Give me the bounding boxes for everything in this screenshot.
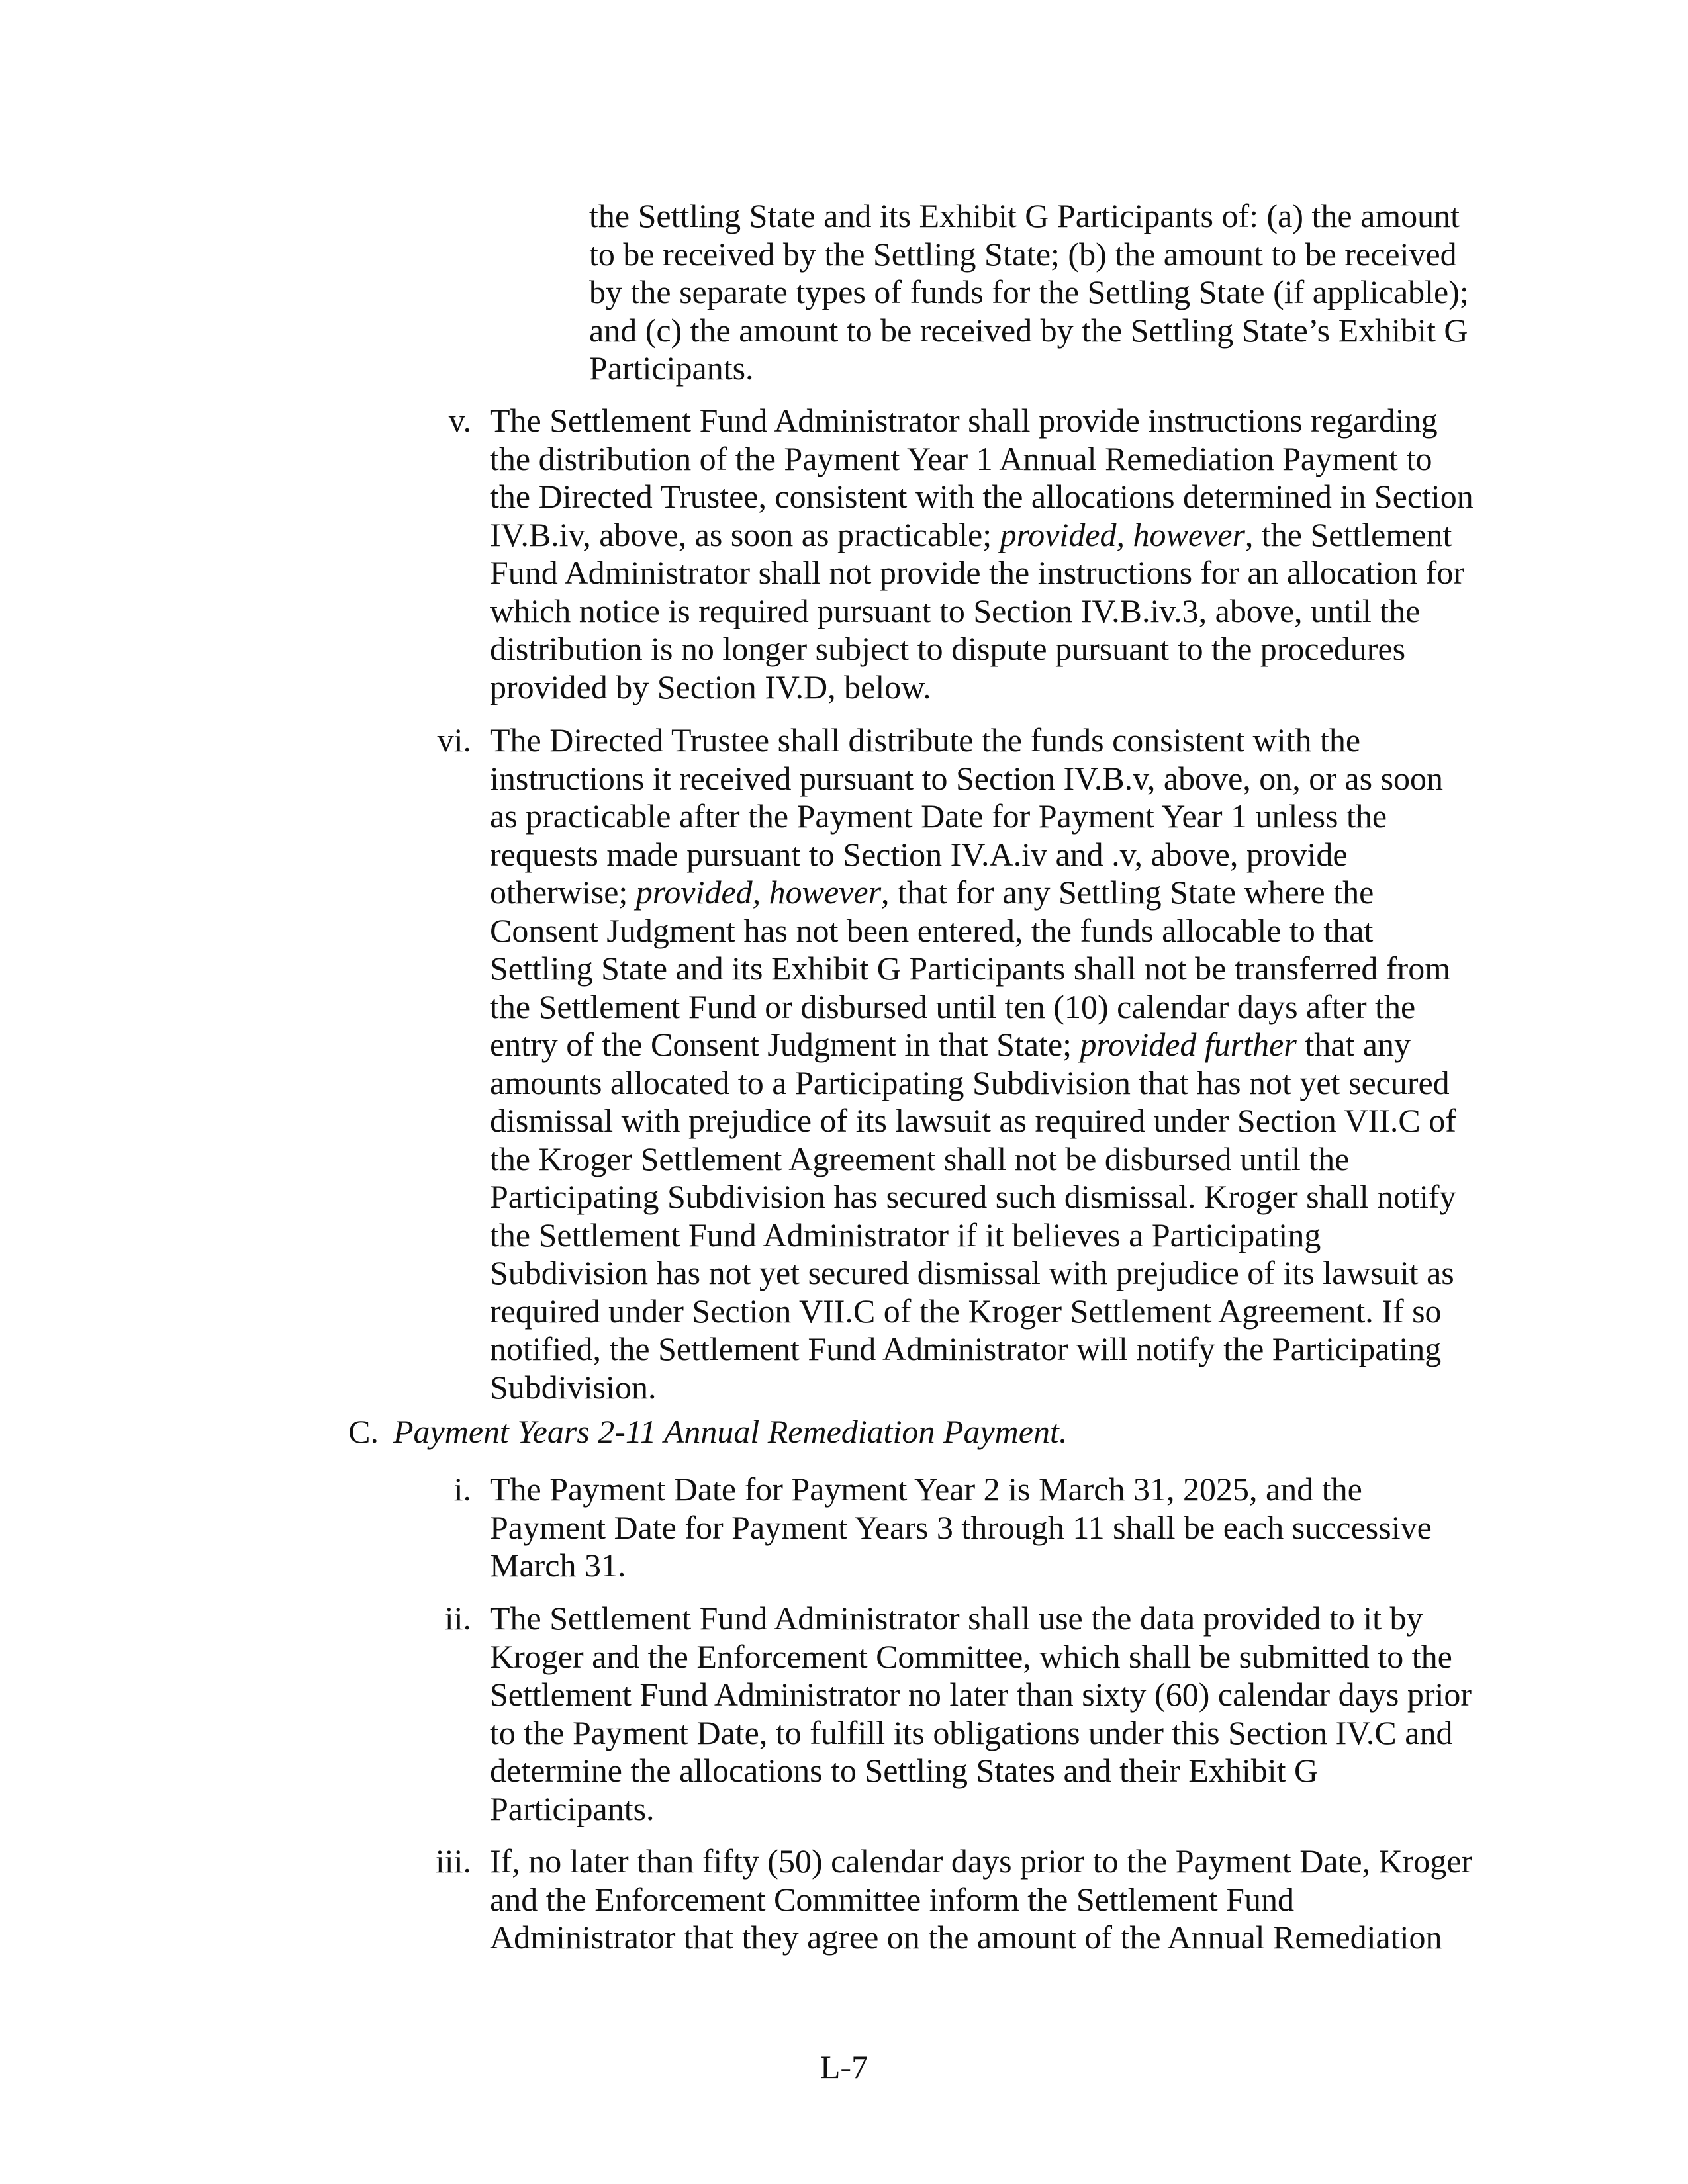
item-vi-text-part2: , that for any Settling State where the Consent Judgment has not been entered, the funds allocable to that Settling State and its Exhibit G Participants shall not be transferred from the Settlement Fund or disbursed until ten (10) calendar days after the entry of the Consent Judgment in that State; — [490, 874, 1451, 1063]
item-c-ii — [444, 1600, 1496, 1828]
item-c-i-text: The Payment Date for Payment Year 2 is March 31, 2025, and the Payment Date for Payment Years 3 through 11 shall be each successive March 31. — [490, 1471, 1432, 1584]
item-vi-emphasis-1: provided, however — [635, 874, 882, 911]
item-c-ii-text: The Settlement Fund Administrator shall use the data provided to it by Kroger and the Enforcement Committee, which shall be submitted to the Settlement Fund Administrator no later than sixty (60) calendar days prior to the Payment Date, to fulfill its obligations under this Section IV.C and determine the allocations to Settling States and their Exhibit G Participants. — [490, 1600, 1472, 1827]
item-vi-text-part1: The Directed Trustee shall distribute the funds consistent with the instructions it received pursuant to Section IV.B.v, above, on, or as soon as practicable after the Payment Date for Payment Year 1 unless the requests made pursuant to Section IV.A.iv and .v, above, provide otherwise; — [490, 721, 1444, 911]
item-c-iii — [435, 1843, 1496, 1957]
item-c-iii-label: iii. — [435, 1843, 471, 1880]
page-number: L-7 — [820, 2048, 868, 2085]
item-v — [448, 402, 1496, 706]
item-c-i-label: i. — [453, 1471, 471, 1508]
item-vi — [437, 721, 1496, 1406]
item-vi-text-part3: that any amounts allocated to a Participating Subdivision that has not yet secured dismissal with prejudice of its lawsuit as required under Section VII.C of the Kroger Settlement Agreement shall not be disbursed until the Participating Subdivision has secured such dismissal. Kroger shall notify the Settlement Fund Administrator if it believes a Participating Subdivision has not yet secured dismissal with prejudice of its lawsuit as required under Section VII.C of the Kroger Settlement Agreement. If so notified, the Settlement Fund Administrator will notify the Participating Subdivision. — [490, 1026, 1456, 1406]
item-v-text-part2: , the Settlement Fund Administrator shall not provide the instructions for an allocation for which notice is required pursuant to Section IV.B.iv.3, above, until the distribution is no longer subject to dispute pursuant to the procedures provided by Section IV.D, below. — [490, 516, 1464, 705]
section-c-label: C. — [348, 1413, 379, 1450]
continuation-paragraph — [589, 197, 1503, 388]
item-v-label: v. — [448, 402, 471, 439]
item-v-text-part1: The Settlement Fund Administrator shall provide instructions regarding the distribution of the Payment Year 1 Annual Remediation Payment to the Directed Trustee, consistent with the allocations determined in Section IV.B.iv, above, as soon as practicable; — [490, 402, 1474, 553]
item-v-emphasis-1: provided, however — [1000, 516, 1245, 553]
section-c — [348, 1413, 1492, 1451]
continuation-text: the Settling State and its Exhibit G Participants of: (a) the amount to be received by the Settling State; (b) the amount to be received by the separate types of funds for the Settling State (if applicable); and (c) the amount to be received by the Settling State’s Exhibit G Participants. — [589, 197, 1469, 387]
item-c-iii-text: If, no later than fifty (50) calendar days prior to the Payment Date, Kroger and the Enforcement Committee inform the Settlement Fund Administrator that they agree on the amount of the Annual Remediation — [490, 1843, 1473, 1956]
item-vi-emphasis-2: provided further — [1080, 1026, 1297, 1063]
section-c-heading: Payment Years 2-11 Annual Remediation Payment. — [393, 1413, 1068, 1450]
item-v-text — [490, 402, 1496, 706]
item-c-ii-label: ii. — [444, 1600, 471, 1637]
item-vi-text — [490, 721, 1496, 1406]
item-c-i — [453, 1471, 1496, 1585]
item-vi-label: vi. — [437, 721, 471, 758]
